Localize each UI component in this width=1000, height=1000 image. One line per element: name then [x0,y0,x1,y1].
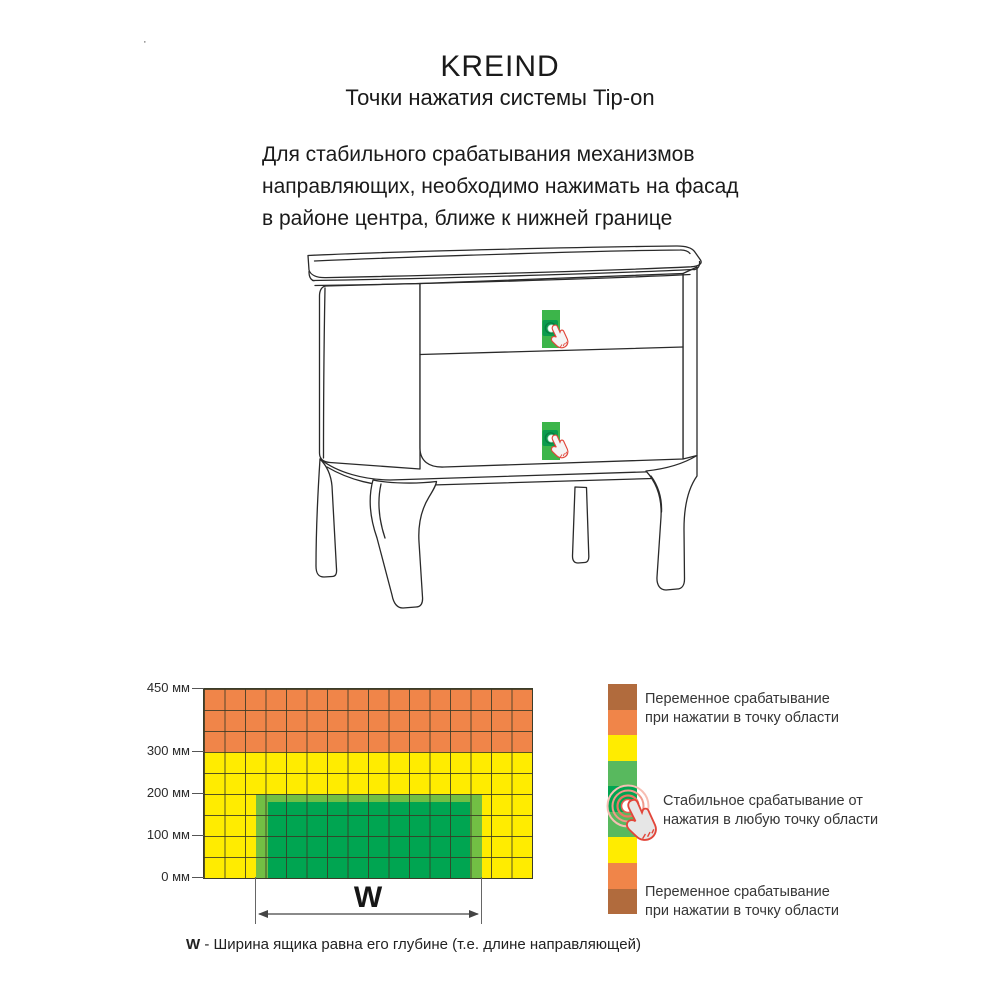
pressing-zones-grid [203,688,533,879]
axis-row [130,827,204,843]
axis-row [130,869,204,885]
axis-tick [192,877,204,878]
axis-tick [192,835,204,836]
description-line-3: в районе центра, ближе к нижней границе [262,207,673,230]
legend-label-variable-top [645,690,839,728]
width-dimension-label: W [353,881,383,914]
axis-row [130,743,204,759]
legend-strip-segment [608,863,637,889]
legend-label-line: Переменное срабатывание [645,691,830,707]
legend-label-line: нажатия в любую точку области [663,812,879,828]
axis-label-100: 100 мм [146,827,190,842]
axis-label-200: 200 мм [146,785,190,800]
legend-label-line: при нажатии в точку области [645,710,839,726]
axis-label-450: 450 мм [146,680,190,695]
front-left-leg [370,480,436,608]
side-panel [320,284,421,470]
axis-label-0: 0 мм [161,869,190,884]
legend-label-stable [663,792,878,830]
dimension-arrow [255,905,482,923]
caption-w: W [186,936,201,953]
description-line-2: направляющих, необходимо нажимать на фасад [262,175,739,198]
axis-tick [192,751,204,752]
legend-strip-segment [608,889,637,915]
caption-text: - Ширина ящика равна его глубине (т.е. длине направляющей) [200,936,641,953]
back-left-leg [316,459,337,577]
right-side-strip [683,267,697,459]
legend-strip-segment [608,684,637,710]
legend-label-line: Стабильное срабатывание от [663,793,863,809]
page-title: KREIND [440,50,560,83]
stray-mark: · [143,36,147,48]
grid-lines [204,689,532,878]
description-line-1: Для стабильного срабатывания механизмов [262,143,695,166]
nightstand-drawing [280,240,720,630]
legend-label-line: при нажатии в точку области [645,903,839,919]
axis-tick [192,793,204,794]
description-paragraph [262,139,762,235]
diagram-caption [186,936,641,953]
axis-tick [192,688,204,689]
legend-strip-segment [608,710,637,736]
back-right-leg [573,487,589,563]
legend-label-line: Переменное срабатывание [645,884,830,900]
front-right-leg [646,456,697,591]
axis-row [130,680,204,696]
page-subtitle: Точки нажатия системы Tip-on [345,85,655,110]
axis-row [130,785,204,801]
legend-strip-segment [608,735,637,761]
axis-label-300: 300 мм [146,743,190,758]
legend-label-variable-bottom [645,883,839,921]
